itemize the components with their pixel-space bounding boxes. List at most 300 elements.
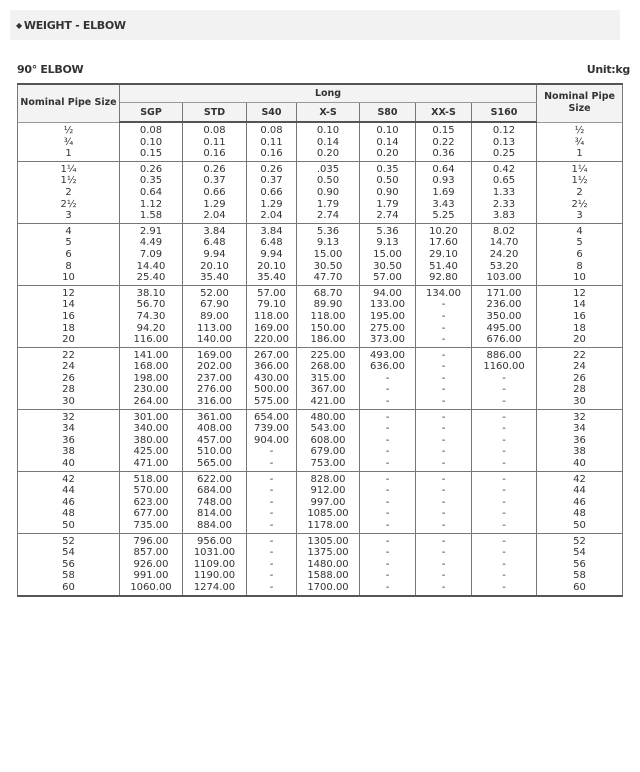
weight-cell: 340.00 xyxy=(120,423,183,435)
pipe-size-cell: 60 xyxy=(18,582,120,596)
pipe-size-cell-right: 32 xyxy=(537,409,623,423)
weight-cell: 103.00 xyxy=(472,272,537,285)
table-header xyxy=(18,84,623,122)
weight-cell: - xyxy=(360,409,416,423)
table-row xyxy=(18,187,623,199)
weight-cell: 1085.00 xyxy=(297,508,360,520)
pipe-size-cell: 10 xyxy=(18,272,120,285)
weight-cell: - xyxy=(472,373,537,385)
table-row xyxy=(18,485,623,497)
pipe-size-cell-right: 2 xyxy=(537,187,623,199)
weight-cell: 0.65 xyxy=(472,175,537,187)
pipe-size-cell: 24 xyxy=(18,361,120,373)
weight-cell: 57.00 xyxy=(360,272,416,285)
weight-cell: 116.00 xyxy=(120,334,183,347)
weight-cell: - xyxy=(416,446,472,458)
pipe-size-cell: 48 xyxy=(18,508,120,520)
pipe-size-cell-right: ½ xyxy=(537,122,623,137)
weight-cell: 1160.00 xyxy=(472,361,537,373)
weight-cell: 15.00 xyxy=(360,249,416,261)
pipe-size-cell-right: 44 xyxy=(537,485,623,497)
weight-cell: 92.80 xyxy=(416,272,472,285)
weight-cell: 20.10 xyxy=(183,261,247,273)
weight-cell: 654.00 xyxy=(247,409,297,423)
weight-cell: - xyxy=(416,471,472,485)
weight-cell: 301.00 xyxy=(120,409,183,423)
weight-cell: - xyxy=(247,471,297,485)
weight-cell: - xyxy=(416,533,472,547)
weight-cell: 316.00 xyxy=(183,396,247,409)
weight-cell: 118.00 xyxy=(297,311,360,323)
weight-cell: 0.66 xyxy=(183,187,247,199)
pipe-size-cell-right: 16 xyxy=(537,311,623,323)
pipe-size-cell: 14 xyxy=(18,299,120,311)
table-row xyxy=(18,137,623,149)
weight-cell: 884.00 xyxy=(183,520,247,533)
weight-cell: 29.10 xyxy=(416,249,472,261)
weight-cell: - xyxy=(472,582,537,596)
table-row xyxy=(18,435,623,447)
weight-cell: 1.79 xyxy=(360,199,416,211)
weight-cell: - xyxy=(360,520,416,533)
weight-cell: 67.90 xyxy=(183,299,247,311)
weight-cell: 0.08 xyxy=(183,122,247,137)
table-row xyxy=(18,508,623,520)
pipe-size-cell: 38 xyxy=(18,446,120,458)
weight-cell: 430.00 xyxy=(247,373,297,385)
weight-cell: - xyxy=(416,485,472,497)
weight-cell: 94.20 xyxy=(120,323,183,335)
weight-cell: 268.00 xyxy=(297,361,360,373)
pipe-size-cell-right: 42 xyxy=(537,471,623,485)
weight-cell: - xyxy=(416,508,472,520)
weight-cell: 2.91 xyxy=(120,223,183,237)
column-header-s160: S160 xyxy=(472,103,537,123)
pipe-size-cell-right: 30 xyxy=(537,396,623,409)
weight-cell: - xyxy=(360,547,416,559)
pipe-size-cell: 54 xyxy=(18,547,120,559)
weight-cell: 361.00 xyxy=(183,409,247,423)
weight-cell: 169.00 xyxy=(183,347,247,361)
weight-cell: 264.00 xyxy=(120,396,183,409)
weight-cell: 0.10 xyxy=(120,137,183,149)
weight-cell: 0.08 xyxy=(120,122,183,137)
header-nominal-pipe-size-right: Nominal Pipe Size xyxy=(537,84,623,122)
weight-cell: 814.00 xyxy=(183,508,247,520)
weight-cell: 198.00 xyxy=(120,373,183,385)
weight-cell: 3.83 xyxy=(472,210,537,223)
pipe-size-cell-right: 60 xyxy=(537,582,623,596)
weight-cell: - xyxy=(416,384,472,396)
weight-cell: 9.13 xyxy=(297,237,360,249)
weight-cell: 1588.00 xyxy=(297,570,360,582)
weight-cell: - xyxy=(416,520,472,533)
pipe-size-cell-right: 2½ xyxy=(537,199,623,211)
weight-cell: 14.40 xyxy=(120,261,183,273)
weight-cell: - xyxy=(416,423,472,435)
weight-cell: 0.14 xyxy=(360,137,416,149)
weight-cell: - xyxy=(360,373,416,385)
weight-cell: 0.50 xyxy=(297,175,360,187)
weight-cell: - xyxy=(247,520,297,533)
table-row xyxy=(18,199,623,211)
pipe-size-cell-right: 24 xyxy=(537,361,623,373)
weight-cell: - xyxy=(360,458,416,471)
weight-cell: 2.74 xyxy=(297,210,360,223)
weight-cell: - xyxy=(472,471,537,485)
weight-cell: 997.00 xyxy=(297,497,360,509)
weight-cell: - xyxy=(416,582,472,596)
weight-cell: 1109.00 xyxy=(183,559,247,571)
weight-cell: 956.00 xyxy=(183,533,247,547)
weight-cell: - xyxy=(247,485,297,497)
weight-cell: 230.00 xyxy=(120,384,183,396)
table-row xyxy=(18,223,623,237)
weight-cell: 89.90 xyxy=(297,299,360,311)
bullet-icon: ◆ xyxy=(16,20,22,30)
weight-cell: - xyxy=(360,559,416,571)
weight-cell: 904.00 xyxy=(247,435,297,447)
weight-cell: 150.00 xyxy=(297,323,360,335)
table-row xyxy=(18,458,623,471)
weight-cell: - xyxy=(360,497,416,509)
weight-cell: 186.00 xyxy=(297,334,360,347)
weight-cell: 0.37 xyxy=(183,175,247,187)
weight-cell: 52.00 xyxy=(183,285,247,299)
weight-cell: 0.35 xyxy=(360,161,416,175)
pipe-size-cell: 18 xyxy=(18,323,120,335)
weight-cell: 0.93 xyxy=(416,175,472,187)
weight-cell: 57.00 xyxy=(247,285,297,299)
weight-cell: - xyxy=(416,311,472,323)
pipe-size-cell: 30 xyxy=(18,396,120,409)
pipe-size-cell: 50 xyxy=(18,520,120,533)
column-header-s80: S80 xyxy=(360,103,416,123)
pipe-size-cell-right: 1 xyxy=(537,148,623,161)
pipe-size-cell: 44 xyxy=(18,485,120,497)
weight-cell: 0.26 xyxy=(120,161,183,175)
header-long: Long xyxy=(120,84,537,103)
weight-cell: 89.00 xyxy=(183,311,247,323)
weight-cell: - xyxy=(360,471,416,485)
weight-cell: 2.04 xyxy=(247,210,297,223)
weight-cell: 493.00 xyxy=(360,347,416,361)
weight-cell: - xyxy=(416,334,472,347)
weight-cell: 236.00 xyxy=(472,299,537,311)
weight-cell: 133.00 xyxy=(360,299,416,311)
weight-cell: - xyxy=(247,508,297,520)
weight-cell: - xyxy=(416,497,472,509)
weight-cell: 5.25 xyxy=(416,210,472,223)
weight-cell: 35.40 xyxy=(183,272,247,285)
weight-cell: - xyxy=(247,570,297,582)
weight-cell: 20.10 xyxy=(247,261,297,273)
table-row xyxy=(18,384,623,396)
weight-cell: - xyxy=(247,458,297,471)
pipe-size-cell-right: 20 xyxy=(537,334,623,347)
weight-cell: 366.00 xyxy=(247,361,297,373)
weight-cell: 0.10 xyxy=(360,122,416,137)
weight-cell: 1.12 xyxy=(120,199,183,211)
weight-cell: 237.00 xyxy=(183,373,247,385)
weight-cell: 500.00 xyxy=(247,384,297,396)
weight-cell: 425.00 xyxy=(120,446,183,458)
pipe-size-cell-right: 1½ xyxy=(537,175,623,187)
table-row xyxy=(18,471,623,485)
weight-cell: 3.43 xyxy=(416,199,472,211)
pipe-size-cell-right: 34 xyxy=(537,423,623,435)
weight-cell: - xyxy=(416,396,472,409)
weight-cell: 9.94 xyxy=(183,249,247,261)
column-header-std: STD xyxy=(183,103,247,123)
weight-cell: 1.79 xyxy=(297,199,360,211)
weight-cell: 140.00 xyxy=(183,334,247,347)
weight-cell: 51.40 xyxy=(416,261,472,273)
pipe-size-cell-right: 10 xyxy=(537,272,623,285)
weight-cell: - xyxy=(416,458,472,471)
weight-cell: 1375.00 xyxy=(297,547,360,559)
weight-cell: 518.00 xyxy=(120,471,183,485)
weight-cell: - xyxy=(416,409,472,423)
weight-cell: 926.00 xyxy=(120,559,183,571)
weight-cell: 0.42 xyxy=(472,161,537,175)
pipe-size-cell: 46 xyxy=(18,497,120,509)
weight-cell: 1031.00 xyxy=(183,547,247,559)
header-nominal-pipe-size: Nominal Pipe Size xyxy=(18,84,120,122)
table-row xyxy=(18,285,623,299)
weight-cell: 5.36 xyxy=(297,223,360,237)
weight-cell: 53.20 xyxy=(472,261,537,273)
weight-cell: 168.00 xyxy=(120,361,183,373)
table-row xyxy=(18,582,623,596)
weight-cell: 608.00 xyxy=(297,435,360,447)
weight-cell: 0.26 xyxy=(183,161,247,175)
weight-cell: 0.22 xyxy=(416,137,472,149)
section-header-bar xyxy=(10,10,620,40)
pipe-size-cell: 34 xyxy=(18,423,120,435)
weight-cell: - xyxy=(360,485,416,497)
weight-cell: 74.30 xyxy=(120,311,183,323)
pipe-size-cell-right: 1¼ xyxy=(537,161,623,175)
pipe-size-cell: 1 xyxy=(18,148,120,161)
weight-cell: 24.20 xyxy=(472,249,537,261)
pipe-size-cell-right: 28 xyxy=(537,384,623,396)
weight-cell: 471.00 xyxy=(120,458,183,471)
weight-cell: - xyxy=(472,409,537,423)
table-row xyxy=(18,559,623,571)
weight-cell: - xyxy=(416,373,472,385)
weight-cell: 1700.00 xyxy=(297,582,360,596)
weight-cell: - xyxy=(247,582,297,596)
weight-cell: 679.00 xyxy=(297,446,360,458)
weight-cell: 677.00 xyxy=(120,508,183,520)
weight-cell: 912.00 xyxy=(297,485,360,497)
weight-cell: 38.10 xyxy=(120,285,183,299)
weight-cell: 5.36 xyxy=(360,223,416,237)
column-header-xx-s: XX-S xyxy=(416,103,472,123)
table-row xyxy=(18,446,623,458)
table-row xyxy=(18,272,623,285)
weight-cell: - xyxy=(472,423,537,435)
pipe-size-cell-right: 5 xyxy=(537,237,623,249)
weight-cell: 543.00 xyxy=(297,423,360,435)
weight-cell: 0.20 xyxy=(297,148,360,161)
pipe-size-cell-right: 36 xyxy=(537,435,623,447)
weight-cell: 0.11 xyxy=(183,137,247,149)
weight-cell: - xyxy=(247,547,297,559)
section-title xyxy=(10,19,126,32)
pipe-size-cell-right: 8 xyxy=(537,261,623,273)
weight-cell: 495.00 xyxy=(472,323,537,335)
weight-cell: 0.36 xyxy=(416,148,472,161)
table-row xyxy=(18,396,623,409)
weight-cell: 676.00 xyxy=(472,334,537,347)
pipe-size-cell: 42 xyxy=(18,471,120,485)
weight-cell: 0.10 xyxy=(297,122,360,137)
weight-cell: - xyxy=(360,423,416,435)
pipe-size-cell-right: 4 xyxy=(537,223,623,237)
weight-cell: - xyxy=(416,323,472,335)
pipe-size-cell: ¾ xyxy=(18,137,120,149)
weight-cell: - xyxy=(247,533,297,547)
weight-cell: 1060.00 xyxy=(120,582,183,596)
pipe-size-cell: 56 xyxy=(18,559,120,571)
table-row xyxy=(18,249,623,261)
weight-cell: - xyxy=(472,435,537,447)
weight-cell: 2.33 xyxy=(472,199,537,211)
weight-cell: 2.74 xyxy=(360,210,416,223)
weight-cell: - xyxy=(472,533,537,547)
table-row xyxy=(18,570,623,582)
pipe-size-cell: 58 xyxy=(18,570,120,582)
weight-cell: 622.00 xyxy=(183,471,247,485)
pipe-size-cell: 4 xyxy=(18,223,120,237)
pipe-size-cell: 40 xyxy=(18,458,120,471)
pipe-size-cell: 20 xyxy=(18,334,120,347)
weight-cell: - xyxy=(472,497,537,509)
weight-cell: 684.00 xyxy=(183,485,247,497)
weight-cell: 315.00 xyxy=(297,373,360,385)
table-row xyxy=(18,497,623,509)
weight-cell: .035 xyxy=(297,161,360,175)
weight-cell: - xyxy=(472,485,537,497)
pipe-size-cell-right: 3 xyxy=(537,210,623,223)
table-row xyxy=(18,520,623,533)
weight-cell: 1480.00 xyxy=(297,559,360,571)
weight-cell: 457.00 xyxy=(183,435,247,447)
weight-cell: 373.00 xyxy=(360,334,416,347)
table-subtitle: 90° ELBOW xyxy=(17,63,84,76)
weight-table xyxy=(17,83,623,597)
pipe-size-cell-right: 54 xyxy=(537,547,623,559)
weight-cell: 6.48 xyxy=(247,237,297,249)
pipe-size-cell-right: 14 xyxy=(537,299,623,311)
weight-cell: - xyxy=(416,361,472,373)
pipe-size-cell: 3 xyxy=(18,210,120,223)
pipe-size-cell: ½ xyxy=(18,122,120,137)
column-header-sgp: SGP xyxy=(120,103,183,123)
table-row xyxy=(18,148,623,161)
unit-label: Unit:kg xyxy=(586,63,630,76)
pipe-size-cell-right: 12 xyxy=(537,285,623,299)
pipe-size-cell-right: 58 xyxy=(537,570,623,582)
weight-cell: 1305.00 xyxy=(297,533,360,547)
weight-cell: 0.11 xyxy=(247,137,297,149)
weight-cell: 195.00 xyxy=(360,311,416,323)
weight-cell: - xyxy=(247,559,297,571)
weight-cell: 748.00 xyxy=(183,497,247,509)
weight-cell: - xyxy=(472,570,537,582)
weight-cell: - xyxy=(416,435,472,447)
weight-cell: 30.50 xyxy=(360,261,416,273)
weight-cell: 0.64 xyxy=(120,187,183,199)
weight-cell: 0.64 xyxy=(416,161,472,175)
pipe-size-cell: 1¼ xyxy=(18,161,120,175)
weight-cell: 25.40 xyxy=(120,272,183,285)
weight-cell: 0.90 xyxy=(297,187,360,199)
weight-cell: 510.00 xyxy=(183,446,247,458)
pipe-size-cell: 26 xyxy=(18,373,120,385)
weight-cell: 570.00 xyxy=(120,485,183,497)
pipe-size-cell-right: 22 xyxy=(537,347,623,361)
table-row xyxy=(18,261,623,273)
pipe-size-cell-right: 40 xyxy=(537,458,623,471)
weight-cell: 6.48 xyxy=(183,237,247,249)
weight-cell: 1.29 xyxy=(183,199,247,211)
weight-cell: 15.00 xyxy=(297,249,360,261)
pipe-size-cell: 5 xyxy=(18,237,120,249)
table-row xyxy=(18,323,623,335)
pipe-size-cell: 2 xyxy=(18,187,120,199)
weight-cell: 134.00 xyxy=(416,285,472,299)
table-row xyxy=(18,311,623,323)
pipe-size-cell-right: 48 xyxy=(537,508,623,520)
table-row xyxy=(18,373,623,385)
weight-cell: 276.00 xyxy=(183,384,247,396)
weight-cell: 2.04 xyxy=(183,210,247,223)
weight-cell: 0.15 xyxy=(120,148,183,161)
weight-cell: 7.09 xyxy=(120,249,183,261)
weight-cell: 350.00 xyxy=(472,311,537,323)
table-row xyxy=(18,547,623,559)
table-body xyxy=(18,122,623,596)
weight-cell: - xyxy=(360,446,416,458)
pipe-size-cell-right: 26 xyxy=(537,373,623,385)
weight-cell: 3.84 xyxy=(247,223,297,237)
pipe-size-cell-right: ¾ xyxy=(537,137,623,149)
weight-cell: - xyxy=(247,497,297,509)
table-row xyxy=(18,299,623,311)
weight-cell: - xyxy=(247,446,297,458)
weight-cell: - xyxy=(360,508,416,520)
weight-cell: 0.16 xyxy=(247,148,297,161)
table-row xyxy=(18,237,623,249)
weight-cell: - xyxy=(472,396,537,409)
weight-cell: 202.00 xyxy=(183,361,247,373)
weight-cell: 225.00 xyxy=(297,347,360,361)
table-row xyxy=(18,347,623,361)
weight-cell: - xyxy=(472,559,537,571)
table-row xyxy=(18,409,623,423)
table-row xyxy=(18,122,623,137)
weight-cell: 636.00 xyxy=(360,361,416,373)
weight-cell: 0.35 xyxy=(120,175,183,187)
pipe-size-cell-right: 56 xyxy=(537,559,623,571)
weight-cell: - xyxy=(360,570,416,582)
weight-cell: - xyxy=(416,570,472,582)
pipe-size-cell: 32 xyxy=(18,409,120,423)
weight-cell: 3.84 xyxy=(183,223,247,237)
